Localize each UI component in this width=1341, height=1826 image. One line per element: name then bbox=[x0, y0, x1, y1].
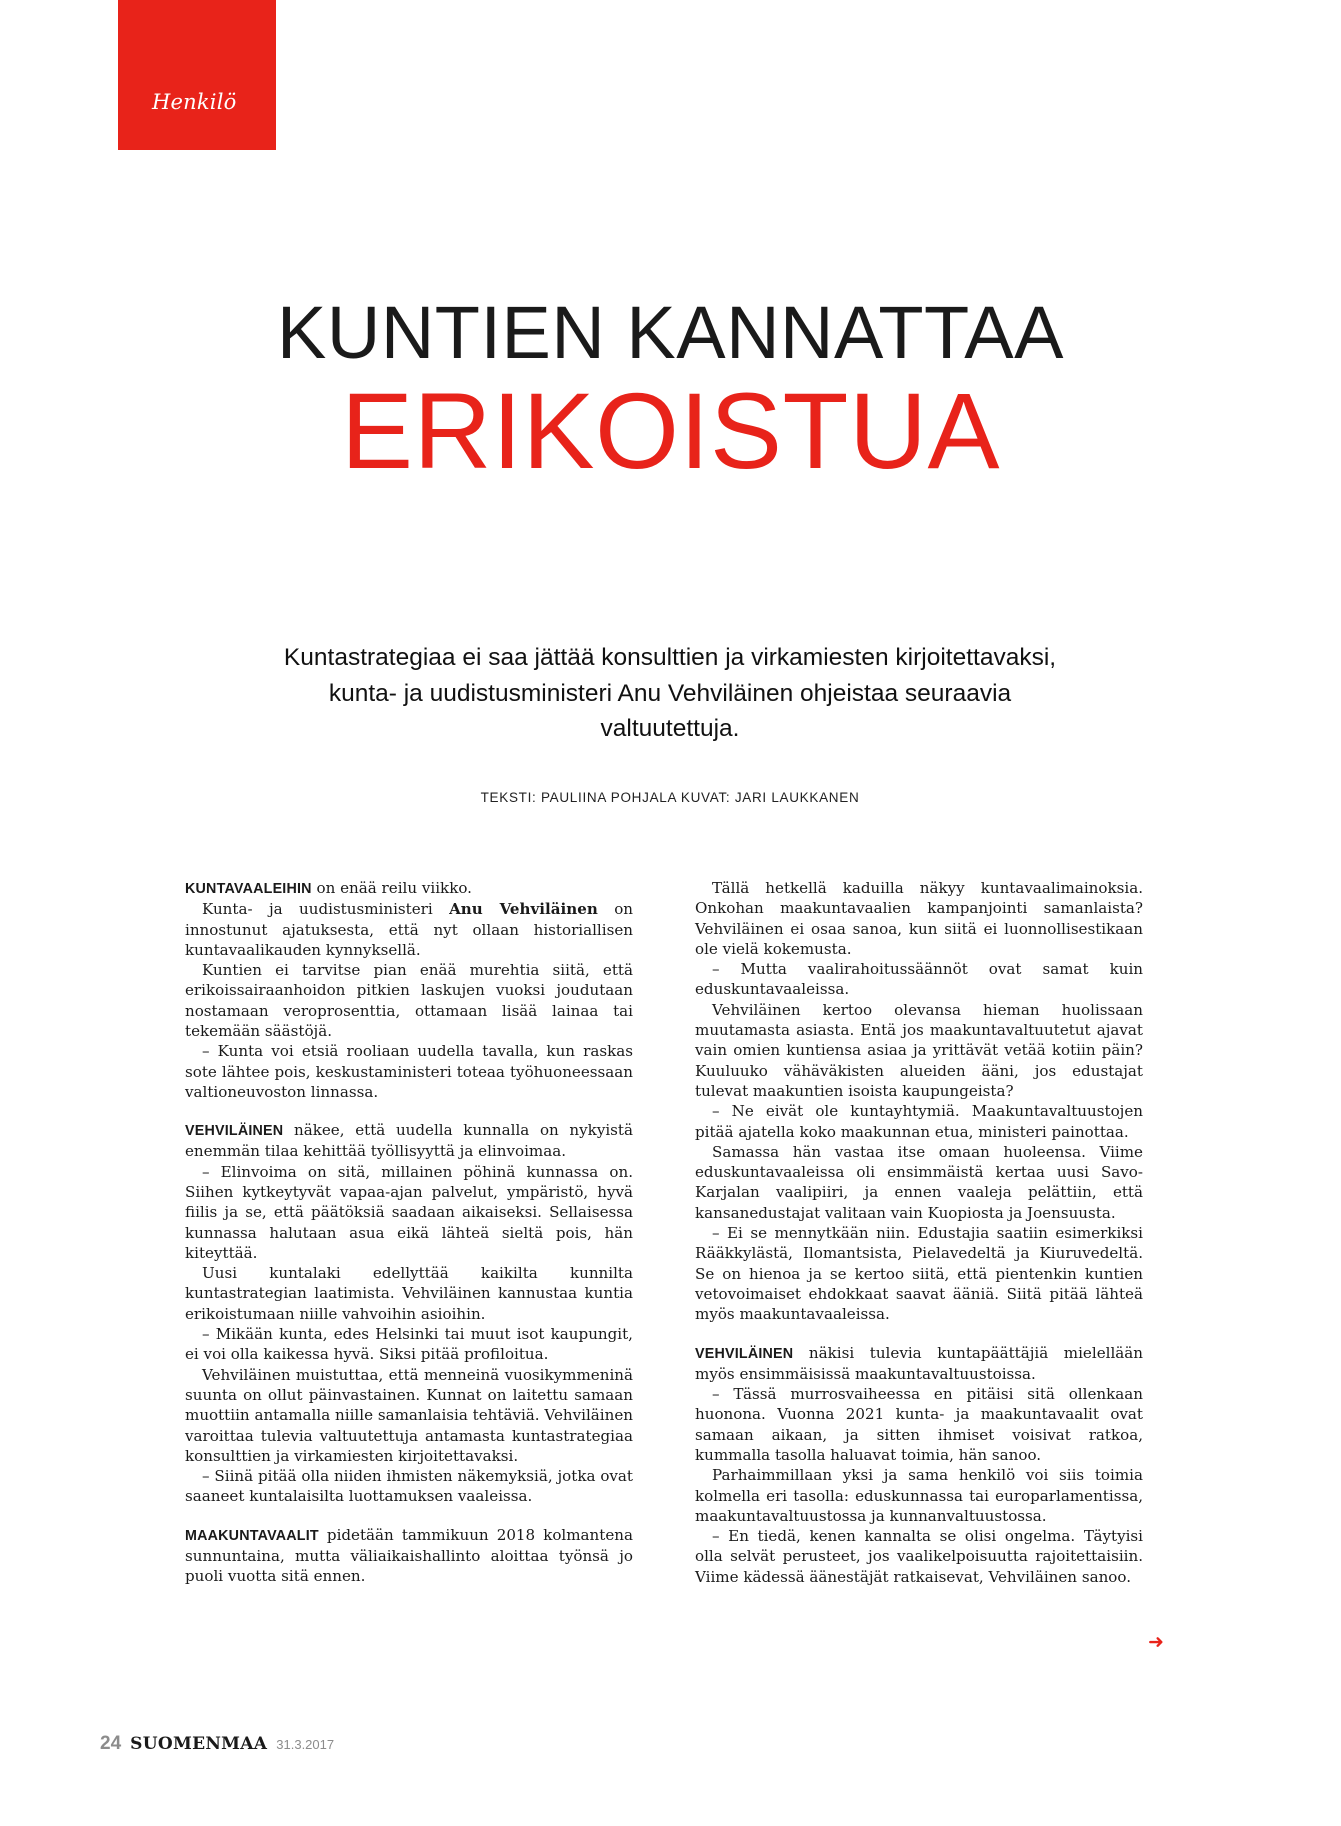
body-column-left bbox=[185, 878, 633, 1587]
body-paragraph: Parhaimmillaan yksi ja sama henkilö voi siis toimia kolmella eri tasolla: eduskunnassa tai europarlamentissa, maakuntavaltuustossa ja kunnanvaltuustossa. bbox=[695, 1466, 1143, 1525]
footer-publication: SUOMENMAA bbox=[130, 1734, 268, 1754]
body-paragraph: VEHVILÄINEN näkisi tulevia kuntapäättäjiä mielellään myös ensimmäisissä maakuntavaltuustoissa. bbox=[695, 1343, 1143, 1383]
footer-page-number: 24 bbox=[100, 1733, 122, 1754]
paragraph-lead-in: MAAKUNTAVAALIT bbox=[185, 1527, 319, 1544]
paragraph-lead-in: KUNTAVAALEIHIN bbox=[185, 881, 312, 897]
body-paragraph: – Kunta voi etsiä rooliaan uudella tavalla, kun raskas sote lähtee pois, keskustaministeri toteaa työhuoneessaan valtioneuvoston linnassa. bbox=[185, 1042, 633, 1101]
category-tag-block bbox=[118, 0, 276, 150]
headline-line-1: KUNTIEN KANNATTAA bbox=[277, 291, 1064, 374]
body-paragraph: MAAKUNTAVAALIT pidetään tammikuun 2018 kolmantena sunnuntaina, mutta väliaikaishallinto aloittaa työnsä jo puoli vuotta sitä ennen. bbox=[185, 1525, 633, 1586]
body-paragraph: – En tiedä, kenen kannalta se olisi ongelma. Täytyisi olla selvät perusteet, jos vaalikelpoisuutta rajoitettaisiin. Viime kädessä äänestäjät ratkaisevat, Vehviläinen sanoo. bbox=[695, 1527, 1143, 1586]
body-paragraph: – Elinvoima on sitä, millainen pöhinä kunnassa on. Siihen kytkeytyvät vapaa-ajan palvelut, ympäristö, hyvä fiilis ja se, että päätöksiä saadaan aikaiseksi. Sellaisessa kunnassa halutaan asua eikä lähteä sieltä pois, hän kiteyttää. bbox=[185, 1162, 633, 1262]
standfirst: Kuntastrategiaa ei saa jättää konsulttien ja virkamiesten kirjoitettavaksi, kunta- ja uudistusministeri Anu Vehviläinen ohjeistaa seuraavia valtuutettuja. bbox=[283, 644, 1057, 743]
body-paragraph: – Siinä pitää olla niiden ihmisten näkemyksiä, jotka ovat saaneet kuntalaisilta luottamuksen vaaleissa. bbox=[185, 1467, 633, 1506]
body-paragraph: – Ne eivät ole kuntayhtymiä. Maakuntavaltuustojen pitää ajatella koko maakunnan etua, ministeri painottaa. bbox=[695, 1102, 1143, 1141]
body-paragraph: VEHVILÄINEN näkee, että uudella kunnalla on nykyistä enemmän tilaa kehittää työllisyyttä ja elinvoimaa. bbox=[185, 1121, 633, 1161]
body-paragraph: Uusi kuntalaki edellyttää kaikilta kunnilta kuntastrategian laatimista. Vehviläinen kannustaa kuntia erikoistumaan niille vahvoihin asioihin. bbox=[185, 1264, 633, 1323]
paragraph-lead-in: VEHVILÄINEN bbox=[185, 1123, 284, 1140]
paragraph-lead-in: VEHVILÄINEN bbox=[695, 1345, 794, 1362]
body-paragraph: Vehviläinen kertoo olevansa hieman huolissaan muutamasta asiasta. Entä jos maakuntavaltuutetut ajavat vain omien kuntiensa asiaa ja yrittävät vetää kotiin päin? Kuuluuko vähäväkisten alueiden ääni, jos edustajat tulevat maakuntien isoista kaupungeista? bbox=[695, 1000, 1143, 1100]
body-paragraph: – Ei se mennytkään niin. Edustajia saatiin esimerkiksi Rääkkylästä, Ilomantsista, Pielavedeltä ja Kiuruvedeltä. Se on hienoa ja se kertoo siitä, että pientenkin kuntien vetovoimaiset ehdokkaat saavat ääniä. Siitä pitää lähteä myös maakuntavaaleissa. bbox=[695, 1224, 1143, 1324]
person-name: Anu Vehviläinen bbox=[449, 900, 598, 919]
body-paragraph: KUNTAVAALEIHIN on enää reilu viikko. bbox=[185, 879, 472, 897]
headline bbox=[118, 291, 1223, 492]
footer-date: 31.3.2017 bbox=[276, 1737, 335, 1752]
body-paragraph: Tällä hetkellä kaduilla näkyy kuntavaalimainoksia. Onkohan maakuntavaalien kampanjointi samanlaista? Vehviläinen ei osaa sanoa, kun siitä ei luonnollisestikaan ole vielä kokemusta. bbox=[695, 879, 1143, 958]
page-footer bbox=[100, 1733, 334, 1755]
continue-arrow-icon: ➜ bbox=[1148, 1632, 1164, 1653]
body-paragraph: Kunta- ja uudistusministeri Anu Vehviläinen on innostunut ajatuksesta, että nyt ollaan historiallisen kuntavaalikauden kynnyksellä. bbox=[185, 900, 634, 959]
byline-credits: TEKSTI: PAULIINA POHJALA KUVAT: JARI LAUKKANEN bbox=[480, 790, 860, 805]
body-paragraph: – Mikään kunta, edes Helsinki tai muut isot kaupungit, ei voi olla kaikessa hyvä. Siksi pitää profiloitua. bbox=[185, 1325, 633, 1364]
body-paragraph: Samassa hän vastaa itse omaan huoleensa. Viime eduskuntavaaleissa oli ensimmäistä kertaa uusi Savo-Karjalan vaalipiiri, ja ennen vaaleja pelättiin, että kansanedustajat valitaan vain Kuopiosta ja Joensuusta. bbox=[695, 1142, 1143, 1222]
category-tag-label: Henkilö bbox=[152, 90, 237, 114]
body-columns bbox=[185, 878, 1175, 1658]
body-paragraph: Vehviläinen muistuttaa, että menneinä vuosikymmeninä suunta on ollut päinvastainen. Kunnat on laitettu samaan muottiin antamalla niille samanlaisia tehtäviä. Vehviläinen varoittaa tulevia valtuutettuja antamasta kuntastrategiaa konsulttien ja virkamiesten kirjoitettavaksi. bbox=[185, 1365, 633, 1465]
body-paragraph: Kuntien ei tarvitse pian enää murehtia siitä, että erikoissairaanhoidon pitkien laskujen vuoksi joudutaan nostamaan veroprosenttia, ottamaan lisää lainaa tai tekemään säästöjä. bbox=[185, 961, 633, 1040]
body-paragraph: – Mutta vaalirahoitussäännöt ovat samat kuin eduskuntavaaleissa. bbox=[695, 960, 1143, 999]
body-paragraph: – Tässä murrosvaiheessa en pitäisi sitä ollenkaan huonona. Vuonna 2021 kunta- ja maakuntavaalit ovat samaan aikaan, ja sitten ihmiset voisivat ratkoa, kummalla tasolla haluavat toimia, hän sanoo. bbox=[695, 1385, 1143, 1464]
body-column-right bbox=[695, 878, 1143, 1587]
headline-line-2: ERIKOISTUA bbox=[340, 370, 1001, 492]
